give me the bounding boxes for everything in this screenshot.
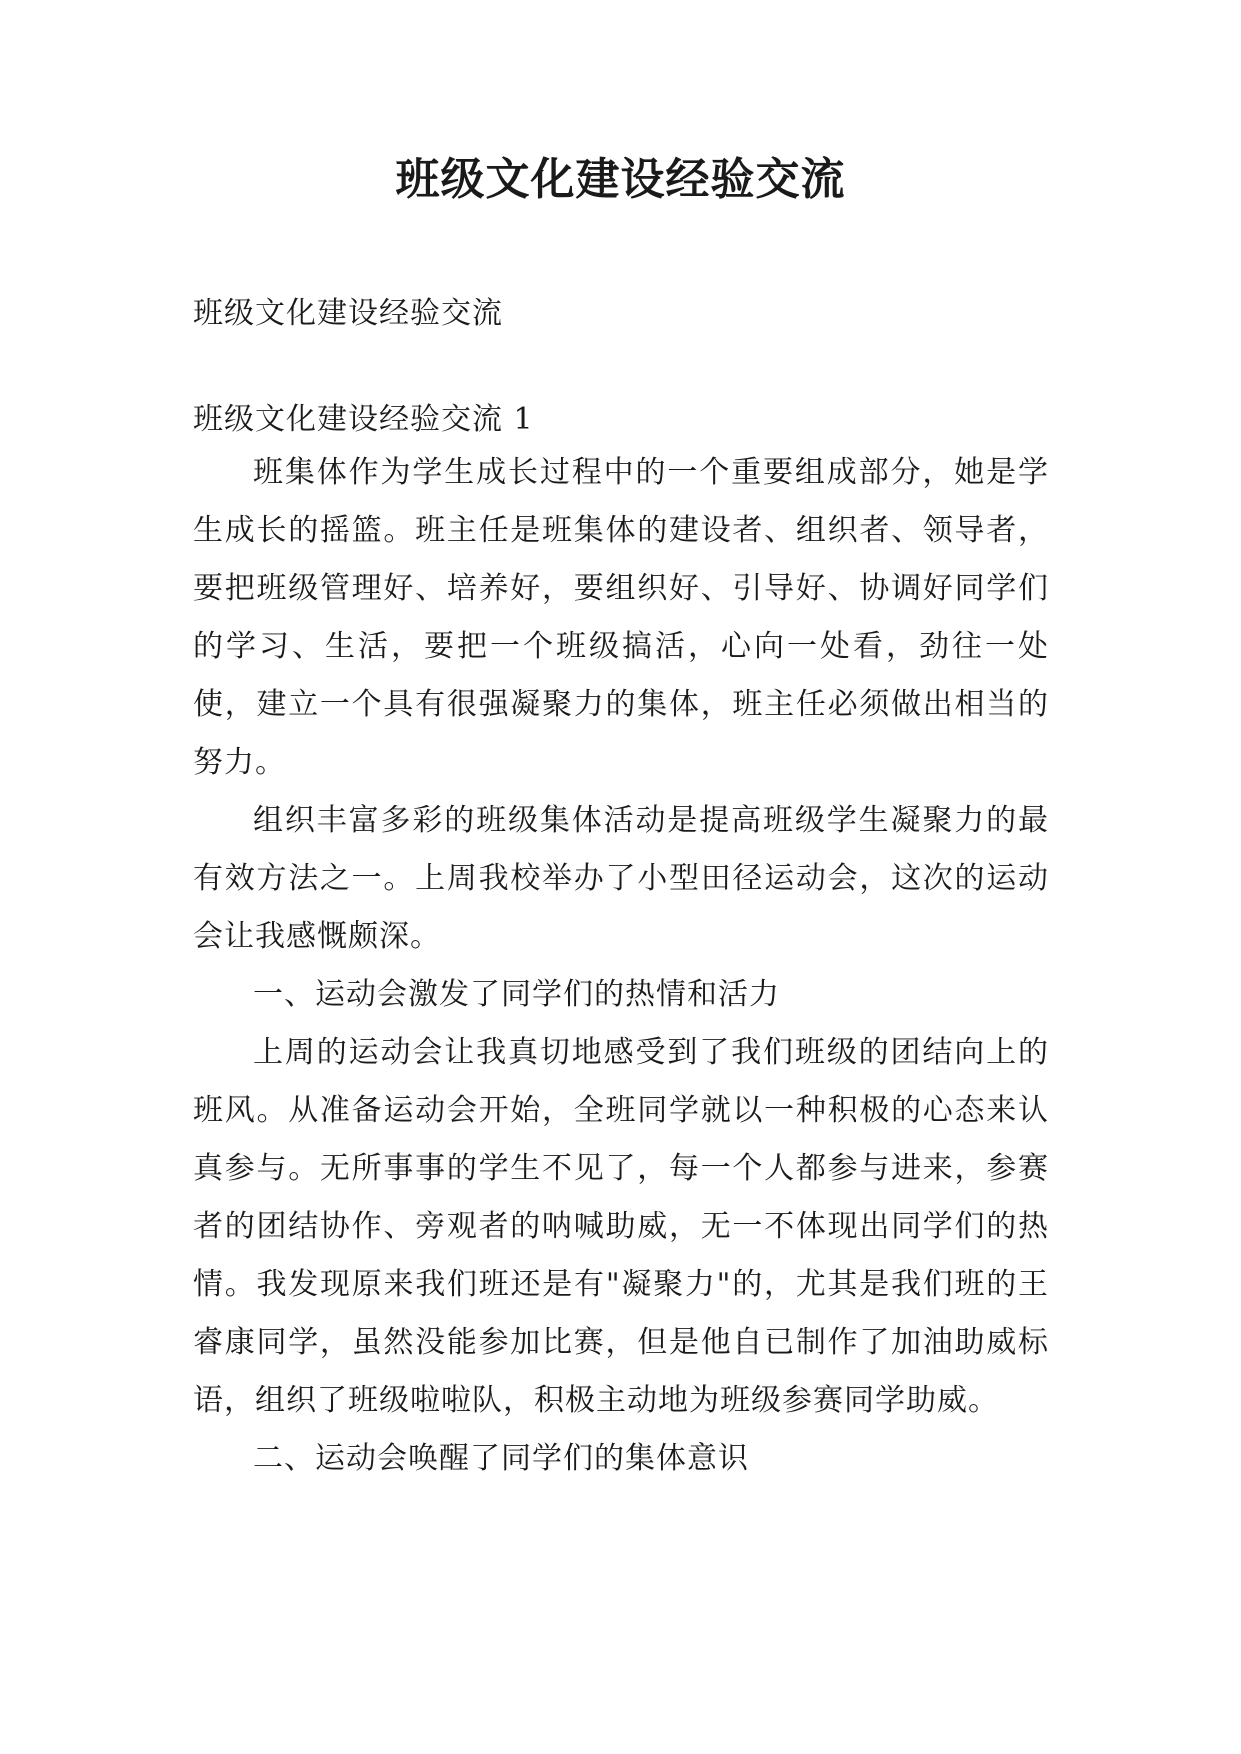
paragraph-intro: 班集体作为学生成长过程中的一个重要组成部分，她是学生成长的摇篮。班主任是班集体的建设者、组织者、领导者，要把班级管理好、培养好，要组织好、引导好、协调好同学们的学习、生活，要把一个班级搞活，心向一处看，劲往一处使，建立一个具有很强凝聚力的集体，班主任必须做出相当的努力。 bbox=[193, 455, 1049, 780]
heading-two: 二、运动会唤醒了同学们的集体意识 bbox=[253, 1441, 749, 1476]
paragraph-activities: 组织丰富多彩的班级集体活动是提高班级学生凝聚力的最有效方法之一。上周我校举办了小型田径运动会，这次的运动会让我感慨颇深。 bbox=[193, 803, 1049, 954]
document-title: 班级文化建设经验交流 bbox=[395, 154, 846, 205]
paragraph-sports-meet: 上周的运动会让我真切地感受到了我们班级的团结向上的班风。从准备运动会开始，全班同学就以一种积极的心态来认真参与。无所事事的学生不见了，每一个人都参与进来，参赛者的团结协作、旁观者的呐喊助威，无一不体现出同学们的热情。我发现原来我们班还是有"凝聚力"的，尤其是我们班的王睿康同学，虽然没能参加比赛，但是他自已制作了加油助威标语，组织了班级啦啦队，积极主动地为班级参赛同学助威。 bbox=[193, 1035, 1049, 1418]
document-body bbox=[193, 290, 1049, 1488]
section-heading: 班级文化建设经验交流 1 bbox=[193, 402, 534, 437]
document-subtitle: 班级文化建设经验交流 bbox=[193, 296, 503, 331]
heading-one: 一、运动会激发了同学们的热情和活力 bbox=[253, 977, 780, 1012]
